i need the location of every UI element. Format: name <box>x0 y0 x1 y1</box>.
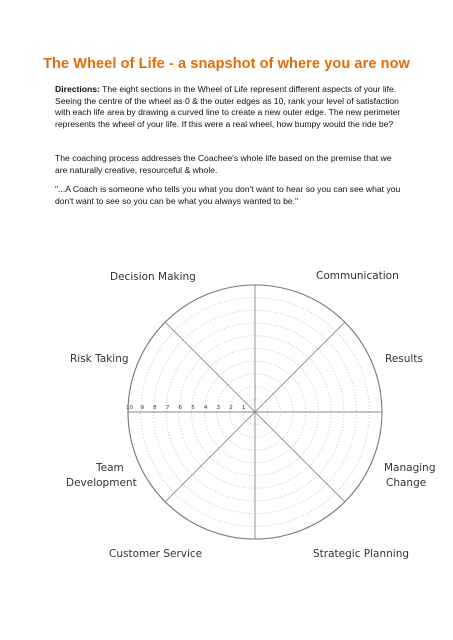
label-results: Results <box>385 353 423 365</box>
scale-number: 9 <box>140 405 144 411</box>
label-team: Team <box>96 462 124 474</box>
label-strategic-planning: Strategic Planning <box>313 548 410 560</box>
label-risk-taking: Risk Taking <box>70 353 129 365</box>
label-decision-making: Decision Making <box>110 271 196 283</box>
wheel-spokes <box>128 285 382 539</box>
wheel-scale-numbers <box>126 405 246 411</box>
label-change: Change <box>386 477 427 489</box>
directions-label: Directions: <box>55 84 100 94</box>
scale-number: 3 <box>216 405 221 411</box>
scale-number: 7 <box>165 405 170 411</box>
scale-number: 6 <box>178 405 183 411</box>
scale-number: 2 <box>229 405 233 411</box>
label-communication: Communication <box>316 270 399 282</box>
scale-number: 5 <box>191 405 195 411</box>
label-managing: Managing <box>384 462 436 474</box>
directions-text: The eight sections in the Wheel of Life represent different aspects of your life. Seeing the centre of the wheel as 0 & the outer edges as 10, rank your level of satisfaction with each life area by drawing a curved line to create a new outer edge. The new perimeter represents the wheel of your life. If this were a real wheel, how bumpy would the ride be? <box>55 84 401 129</box>
label-development: Development <box>66 477 137 489</box>
page-title: The Wheel of Life - a snapshot of where you are now <box>43 56 410 72</box>
coaching-paragraph: The coaching process addresses the Coachee's whole life based on the premise that we are naturally creative, resourceful & whole. <box>55 153 392 175</box>
scale-number: 4 <box>203 405 208 411</box>
scale-number: 8 <box>153 405 157 411</box>
scale-number: 10 <box>126 405 133 411</box>
scale-number: 1 <box>242 405 246 411</box>
label-customer-service: Customer Service <box>109 548 203 560</box>
coach-quote: "...A Coach is someone who tells you what you don't want to hear so you can see what you don't want to see so you can be what you always wanted to be." <box>55 184 401 206</box>
